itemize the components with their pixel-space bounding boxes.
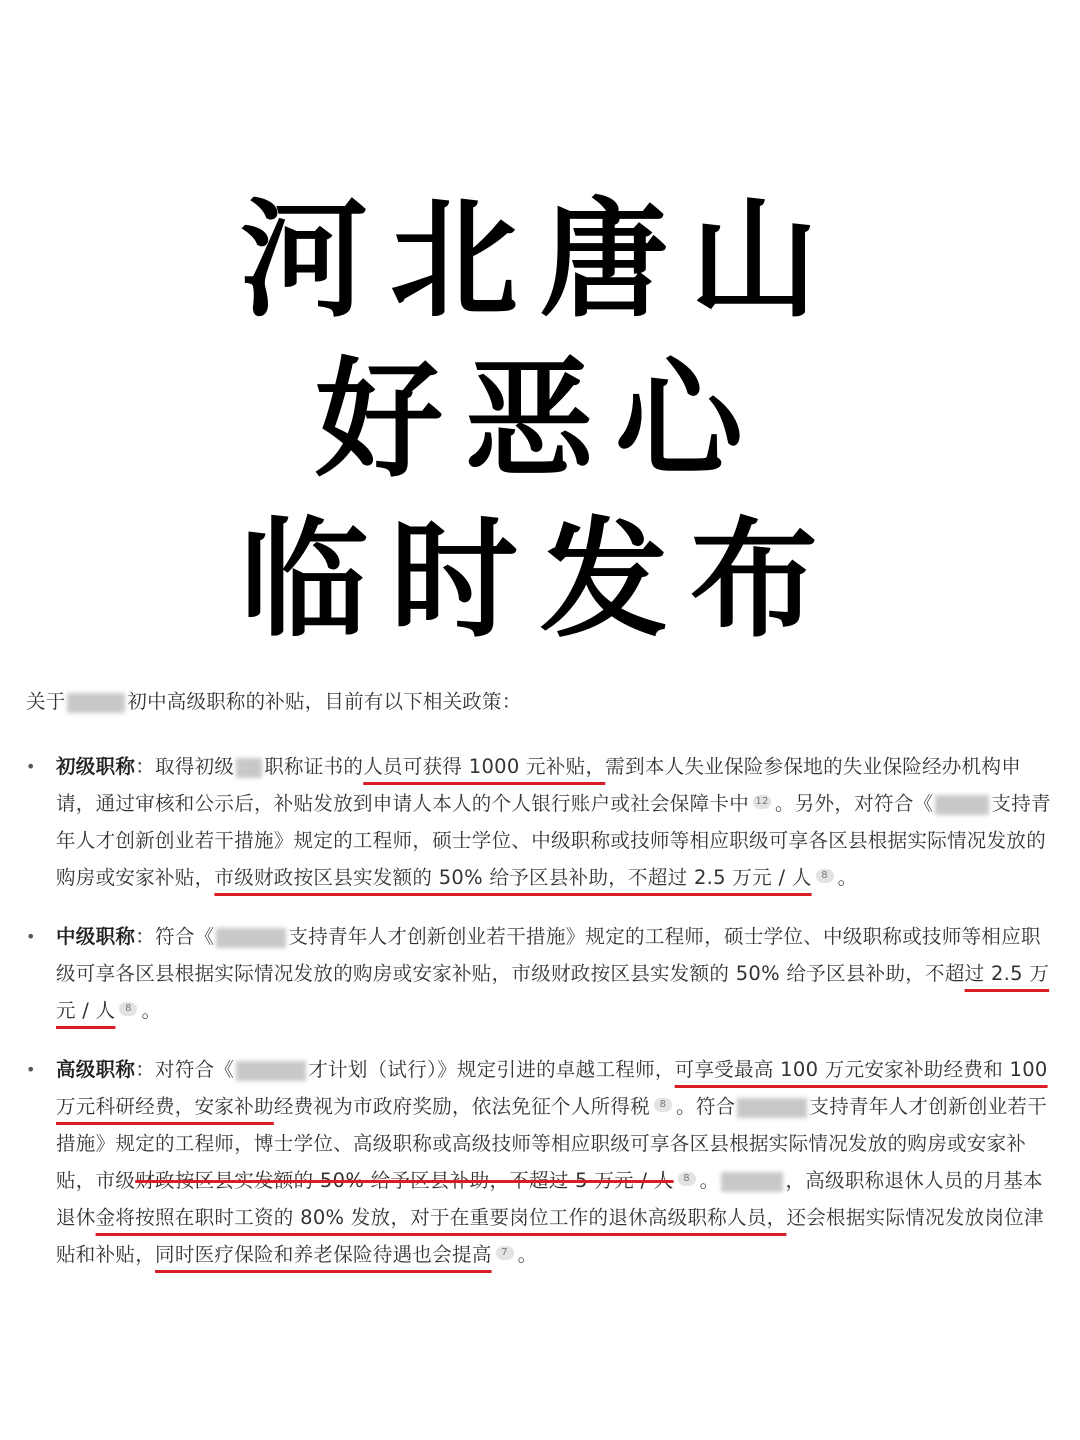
intro-text-1: 关于: [26, 690, 66, 713]
blurred-redaction: [737, 1098, 807, 1118]
senior-text-4: 经费视为市政府奖励，依法免征个人所得税: [273, 1095, 651, 1118]
junior-text-5: 。另外，对符合《: [775, 792, 934, 815]
middle-text-1: 符合《: [155, 925, 215, 948]
policy-item-senior: [22, 1051, 1052, 1273]
bullet-icon: •: [26, 757, 36, 776]
citation-badge[interactable]: 8: [119, 1002, 137, 1016]
senior-text-8: 。: [699, 1169, 720, 1192]
blurred-redaction: [236, 1061, 306, 1081]
citation-badge[interactable]: 12: [753, 795, 771, 809]
colon: ：: [135, 755, 156, 778]
blurred-redaction: [721, 1172, 783, 1192]
senior-text-11: 还会根据实际情况发放岗位津贴和补贴，: [56, 1206, 1044, 1266]
senior-text-9: ，高级职称退休人员的月基本退休: [56, 1169, 1043, 1229]
junior-text-1: 取得初级: [155, 755, 235, 778]
blurred-redaction: [216, 928, 286, 948]
middle-text-2: 支持青年人才创新创业若干措施》规定的工程师，硕士学位、中级职称或技师等相应职级可享各区县根据实际情况发放的购房或安家补贴，市级财政按区县实发额的 50% 给予区县补助，不超: [56, 925, 1041, 985]
colon: ：: [135, 925, 156, 948]
junior-text-2: 职称证书的: [264, 755, 364, 778]
senior-text-2: 才计划（试行）》规定引进的卓越工程师，: [308, 1058, 675, 1081]
intro-text-2: 初中高级职称的补贴，目前有以下相关政策：: [127, 690, 522, 713]
bullet-icon: •: [26, 1060, 36, 1079]
senior-highlight-funding: 可享受最高 100 万元安家补助经费和 100 万元科研经费，安家补助: [56, 1058, 1048, 1118]
term-senior: 高级职称: [56, 1058, 136, 1081]
headline-line-3: 临时发布: [239, 505, 840, 655]
citation-badge[interactable]: 7: [496, 1246, 514, 1260]
headline-line-1: 河北唐山: [239, 185, 840, 335]
middle-text-4: 。: [141, 999, 162, 1022]
citation-badge[interactable]: 8: [678, 1172, 696, 1186]
junior-text-6: 支持青年人才创新创业若干措施》规定的工程师，硕士学位、中级职称或技师等相应职级可享各区县根据实际情况发放的购房或安家补贴，: [56, 792, 1051, 889]
term-junior: 初级职称: [56, 755, 136, 778]
policy-item-junior: [22, 748, 1052, 896]
term-middle: 中级职称: [56, 925, 136, 948]
bullet-icon: •: [26, 927, 36, 946]
blurred-redaction: [67, 693, 125, 713]
junior-highlight-cap: 不超过 2.5 万元 / 人: [628, 866, 812, 889]
headline-line-2: 好恶心: [314, 345, 765, 495]
senior-highlight-pension: 金将按照在职时工资的 80% 发放，对于在重要岗位工作的退休高级职称人员，: [95, 1206, 787, 1229]
blurred-redaction: [236, 758, 262, 778]
senior-text-1: 对符合《: [155, 1058, 235, 1081]
junior-text-9: 。: [837, 866, 858, 889]
middle-highlight-cap: 过 2.5 万元 / 人: [56, 962, 1050, 1022]
colon: ：: [135, 1058, 156, 1081]
junior-highlight-subsidy: 市级财政按区县实发额的 50% 给予区县补助，: [214, 866, 629, 889]
senior-text-6: 支持青年人才创新创业若干措施》规定的工程师，博士学位、高级职称或高级技师等相应职级可享各区县根据实际情况发放的购房或安家补贴，市级: [56, 1095, 1048, 1192]
citation-badge[interactable]: 8: [816, 869, 834, 883]
senior-struck-subsidy: 财政按区县实发额的 50% 给予区县补助，不超过 5 万元 / 人: [135, 1169, 674, 1192]
document-excerpt: [22, 684, 1052, 1295]
policy-item-middle: [22, 918, 1052, 1029]
senior-text-13: 。: [517, 1243, 538, 1266]
citation-badge[interactable]: 8: [654, 1098, 672, 1112]
policy-list: [22, 748, 1052, 1273]
blurred-redaction: [935, 795, 989, 815]
senior-highlight-insurance: 同时医疗保险和养老保险待遇也会提高: [155, 1243, 492, 1266]
junior-highlight-amount: 人员可获得 1000 元补贴，: [363, 755, 606, 778]
intro-paragraph: [26, 684, 1052, 720]
junior-text-4: 需到本人失业保险参保地的失业保险经办机构申请，通过审核和公示后，补贴发放到申请人本人的个人银行账户或社会保障卡中: [56, 755, 1022, 815]
senior-text-5: 。符合: [676, 1095, 736, 1118]
